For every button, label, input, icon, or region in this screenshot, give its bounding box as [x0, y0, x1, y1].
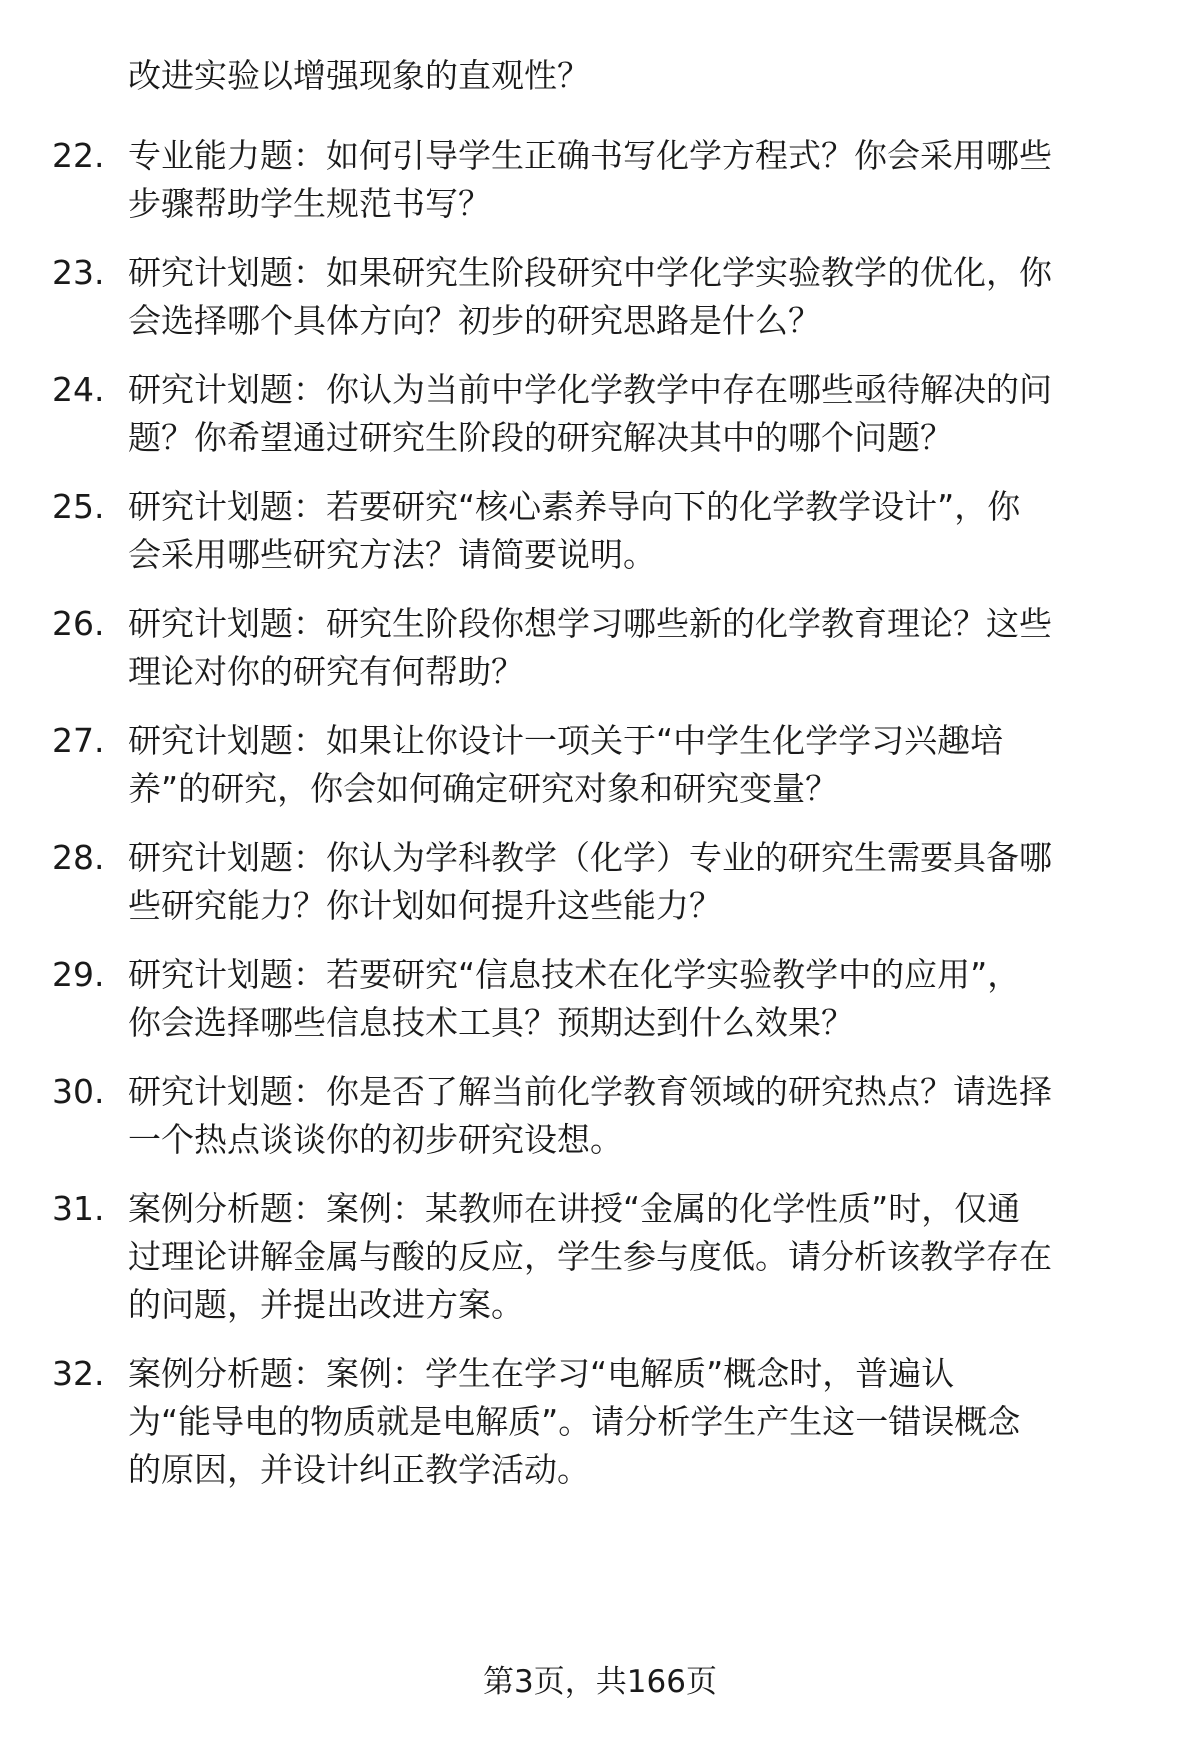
item-text-line: 研究计划题：若要研究“核心素养导向下的化学教学设计”，你 [128, 487, 1021, 526]
item-text-line: 题？你希望通过研究生阶段的研究解决其中的哪个问题？ [128, 418, 953, 457]
item-text-line: 理论对你的研究有何帮助？ [128, 652, 524, 691]
item-text-line: 的原因，并设计纠正教学活动。 [128, 1450, 590, 1489]
item-text-line: 研究计划题：如果研究生阶段研究中学化学实验教学的优化，你 [128, 253, 1052, 292]
item-text-line: 你会选择哪些信息技术工具？预期达到什么效果？ [128, 1003, 854, 1042]
item-text-line: 养”的研究，你会如何确定研究对象和研究变量？ [128, 769, 839, 808]
item-text-line: 研究计划题：若要研究“信息技术在化学实验教学中的应用”， [128, 955, 1021, 994]
item-text-line: 研究计划题：你认为当前中学化学教学中存在哪些亟待解决的问 [128, 370, 1052, 409]
item-number: 31. [52, 1189, 105, 1228]
item-text-line: 步骤帮助学生规范书写？ [128, 184, 491, 223]
item-text-line: 一个热点谈谈你的初步研究设想。 [128, 1120, 623, 1159]
item-text-line: 研究计划题：如果让你设计一项关于“中学生化学学习兴趣培 [128, 721, 1004, 760]
item-text-line: 为“能导电的物质就是电解质”。请分析学生产生这一错误概念 [128, 1402, 1021, 1441]
item-number: 28. [52, 838, 105, 877]
item-number: 22. [52, 136, 105, 175]
item-text-line: 些研究能力？你计划如何提升这些能力？ [128, 886, 722, 925]
page-number-footer: 第3页，共166页 [483, 1664, 717, 1700]
item-number: 23. [52, 253, 105, 292]
item-text-line: 案例分析题：案例：学生在学习“电解质”概念时，普遍认 [128, 1354, 955, 1393]
item-text-line: 过理论讲解金属与酸的反应，学生参与度低。请分析该教学存在 [128, 1237, 1052, 1276]
item-number: 29. [52, 955, 105, 994]
item-text-line: 会采用哪些研究方法？请简要说明。 [128, 535, 656, 574]
item-number: 24. [52, 370, 105, 409]
item-text-line: 研究计划题：你认为学科教学（化学）专业的研究生需要具备哪 [128, 838, 1052, 877]
item-number: 25. [52, 487, 105, 526]
item-number: 32. [52, 1354, 105, 1393]
item-text-line: 研究计划题：你是否了解当前化学教育领域的研究热点？请选择 [128, 1072, 1052, 1111]
item-text-line: 会选择哪个具体方向？初步的研究思路是什么？ [128, 301, 821, 340]
item-text-line: 案例分析题：案例：某教师在讲授“金属的化学性质”时，仅通 [128, 1189, 1021, 1228]
item-number: 27. [52, 721, 105, 760]
item-text-line: 的问题，并提出改进方案。 [128, 1285, 524, 1324]
item-text-line: 专业能力题：如何引导学生正确书写化学方程式？你会采用哪些 [128, 136, 1052, 175]
item-text-line: 研究计划题：研究生阶段你想学习哪些新的化学教育理论？这些 [128, 604, 1052, 643]
continuation-text: 改进实验以增强现象的直观性？ [128, 56, 590, 95]
item-number: 26. [52, 604, 105, 643]
item-number: 30. [52, 1072, 105, 1111]
